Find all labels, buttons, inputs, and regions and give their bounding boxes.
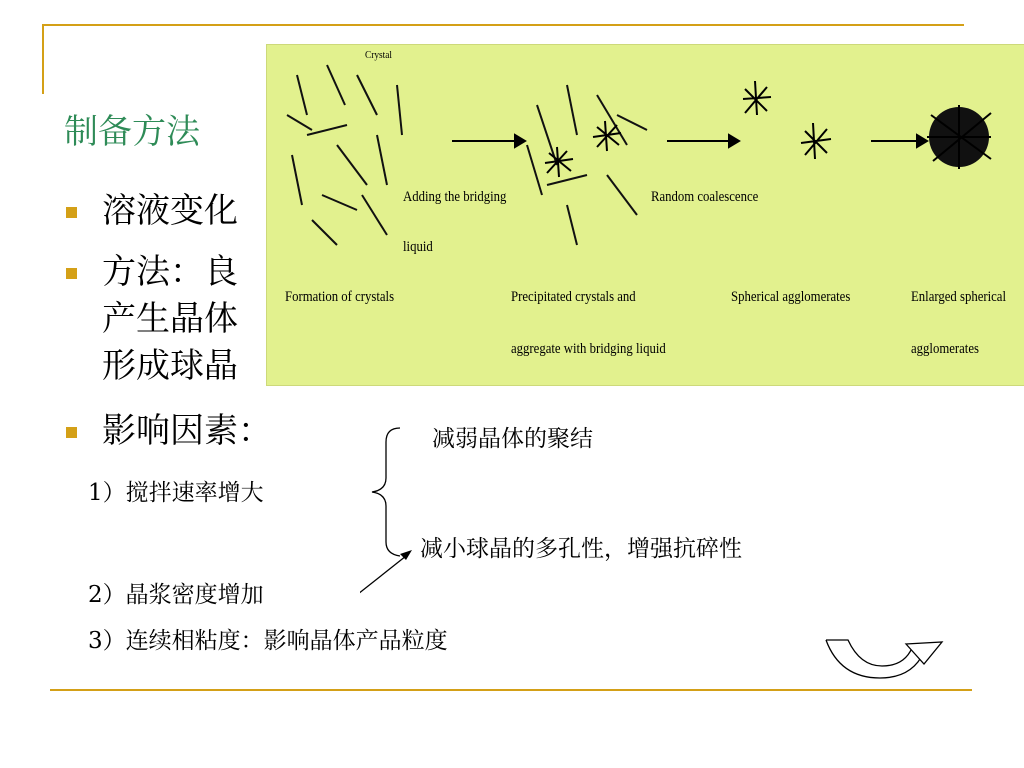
factor-slurry-density: 2）晶浆密度增加 [88,582,264,608]
label-precipitated-crystals: Precipitated crystals and [511,289,636,305]
factor-continuous-phase-viscosity: 3）连续相粘度：影响晶体产品粒度 [88,628,448,654]
bullet-2-text: 方法：良 [102,252,238,292]
effect-weaken-aggregation: 减弱晶体的聚结 [432,426,593,452]
bullet-3-text: 影响因素： [102,411,272,451]
bullet-1-text: 溶液变化 [102,191,238,231]
factor-stirring-rate: 1）搅拌速率增大 [88,480,264,506]
slide-title: 制备方法 [64,112,200,152]
label-adding-bridging: Adding the bridging [403,189,507,205]
enlarged-agglomerate [927,105,991,169]
label-enlarged-spherical: Enlarged spherical [911,289,1007,305]
bullet-marker [66,427,77,438]
small-clusters [545,81,831,177]
label-agglomerates: agglomerates [911,341,979,357]
agglomeration-diagram [266,44,1024,386]
crystal-illustration [267,45,1024,385]
bullet-2-continuation-2: 形成球晶 [102,346,238,386]
brace-annotation [360,420,440,610]
label-random-coalescence: Random coalescence [651,189,759,205]
label-aggregate-bridging-liquid: aggregate with bridging liquid [511,341,666,357]
bullet-marker [66,268,77,279]
bridged-crystals [527,85,647,245]
top-rule [42,24,964,26]
bullet-marker [66,207,77,218]
effect-reduce-porosity: 减小球晶的多孔性，增强抗碎性 [420,536,742,562]
return-arrow-icon [820,630,970,690]
label-liquid: liquid [403,239,433,255]
bullet-2-continuation-1: 产生晶体 [102,299,238,339]
label-formation-of-crystals: Formation of crystals [285,289,395,305]
needle-crystals [287,65,402,245]
label-spherical-agglomerates: Spherical agglomerates [731,289,851,305]
process-arrows [452,135,927,147]
left-rule [42,24,44,94]
label-crystal: Crystal [365,49,393,61]
